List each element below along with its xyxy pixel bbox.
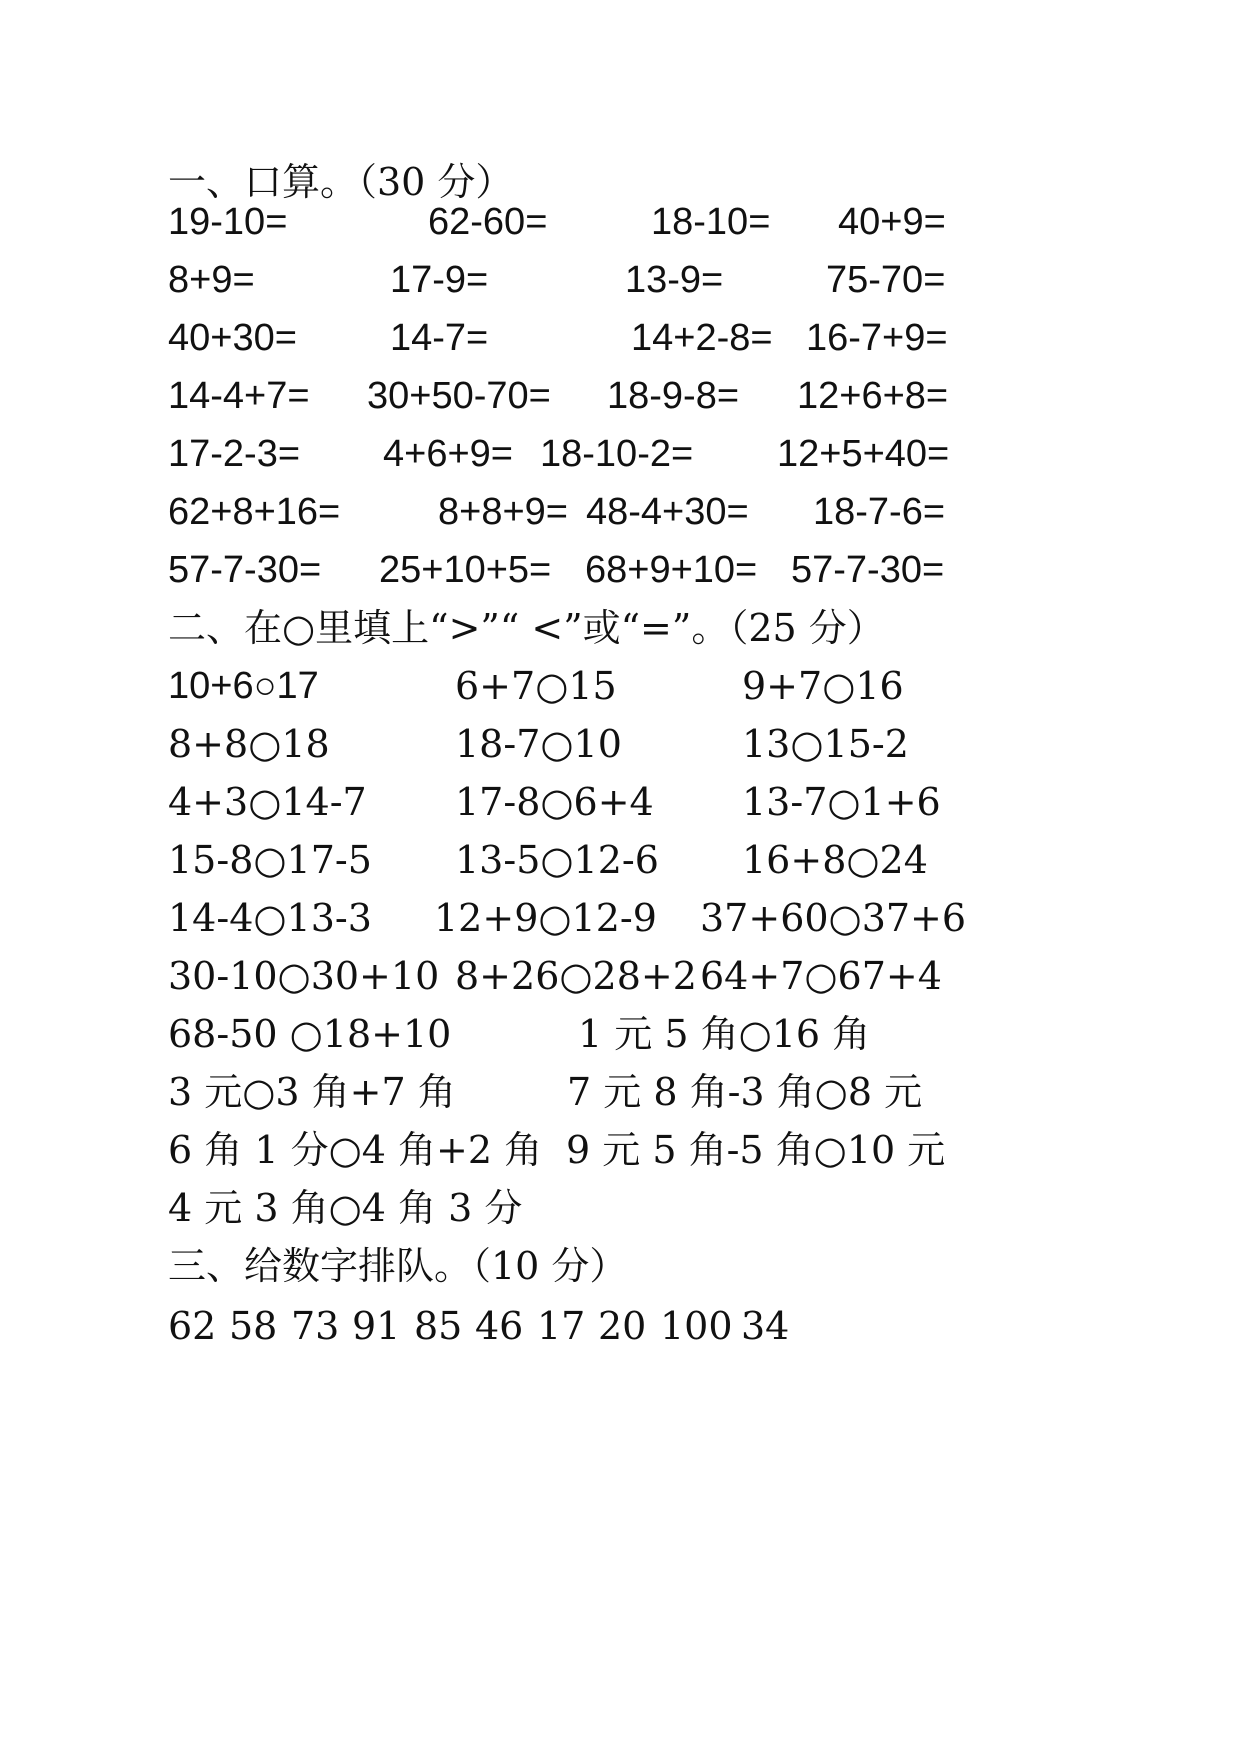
comparison: 12+9○12-9	[434, 896, 657, 940]
problem: 25+10+5=	[379, 549, 552, 591]
problem: 57-7-30=	[168, 549, 322, 591]
comparison: 30-10○30+10	[168, 954, 440, 998]
problem: 75-70=	[826, 259, 946, 301]
problem: 18-9-8=	[607, 375, 740, 417]
number-item: 34	[741, 1304, 790, 1348]
problem: 14-4+7=	[168, 375, 310, 417]
problem: 12+6+8=	[797, 375, 949, 417]
number-item: 73	[291, 1304, 340, 1348]
section2-title: 二、在○里填上“>”“ <”或“=”。（25 分）	[168, 606, 885, 650]
number-item: 58	[229, 1304, 278, 1348]
comparison: 13-7○1+6	[742, 780, 941, 824]
problem: 13-9=	[625, 259, 724, 301]
problem: 14+2-8=	[631, 317, 773, 359]
problem: 12+5+40=	[777, 433, 950, 475]
problem: 17-9=	[390, 259, 489, 301]
problem: 14-7=	[390, 317, 489, 359]
problem: 18-10-2=	[540, 433, 694, 475]
problem: 62-60=	[428, 201, 548, 243]
comparison: 15-8○17-5	[168, 838, 372, 882]
comparison: 8+26○28+2	[455, 954, 697, 998]
section3-title: 三、给数字排队。（10 分）	[168, 1244, 628, 1288]
problem: 68+9+10=	[585, 549, 758, 591]
comparison: 3 元○3 角+7 角	[168, 1070, 456, 1114]
comparison: 4+3○14-7	[168, 780, 367, 824]
number-item: 100	[660, 1304, 733, 1348]
problem: 8+9=	[168, 259, 255, 301]
comparison: 14-4○13-3	[168, 896, 372, 940]
comparison: 68-50 ○18+10	[168, 1012, 452, 1056]
problem: 30+50-70=	[367, 375, 551, 417]
number-item: 91	[352, 1304, 401, 1348]
comparison: 9 元 5 角-5 角○10 元	[566, 1128, 946, 1172]
comparison: 8+8○18	[168, 722, 330, 766]
comparison: 16+8○24	[742, 838, 928, 882]
comparison: 6+7○15	[455, 664, 617, 708]
number-item: 62	[168, 1304, 217, 1348]
problem: 18-7-6=	[813, 491, 946, 533]
problem: 16-7+9=	[806, 317, 948, 359]
comparison: 64+7○67+4	[700, 954, 942, 998]
number-item: 46	[475, 1304, 524, 1348]
problem: 40+30=	[168, 317, 297, 359]
comparison: 7 元 8 角-3 角○8 元	[567, 1070, 923, 1114]
comparison: 17-8○6+4	[455, 780, 654, 824]
problem: 40+9=	[838, 201, 946, 243]
comparison: 1 元 5 角○16 角	[578, 1012, 871, 1056]
comparison: 9+7○16	[742, 664, 904, 708]
comparison: 4 元 3 角○4 角 3 分	[168, 1186, 523, 1230]
problem: 17-2-3=	[168, 433, 301, 475]
comparison: 18-7○10	[455, 722, 622, 766]
comparison: 6 角 1 分○4 角+2 角	[168, 1128, 543, 1172]
number-item: 85	[414, 1304, 463, 1348]
comparison: 13○15-2	[742, 722, 909, 766]
comparison: 37+60○37+6	[700, 896, 967, 940]
number-item: 20	[598, 1304, 647, 1348]
problem: 19-10=	[168, 201, 288, 243]
comparison: 10+6○17	[168, 665, 319, 707]
problem: 8+8+9=	[438, 491, 568, 533]
problem: 48-4+30=	[586, 491, 749, 533]
comparison: 13-5○12-6	[455, 838, 659, 882]
problem: 62+8+16=	[168, 491, 341, 533]
number-item: 17	[537, 1304, 586, 1348]
problem: 18-10=	[651, 201, 771, 243]
problem: 4+6+9=	[383, 433, 513, 475]
section1-title: 一、口算。（30 分）	[168, 160, 514, 204]
problem: 57-7-30=	[791, 549, 945, 591]
